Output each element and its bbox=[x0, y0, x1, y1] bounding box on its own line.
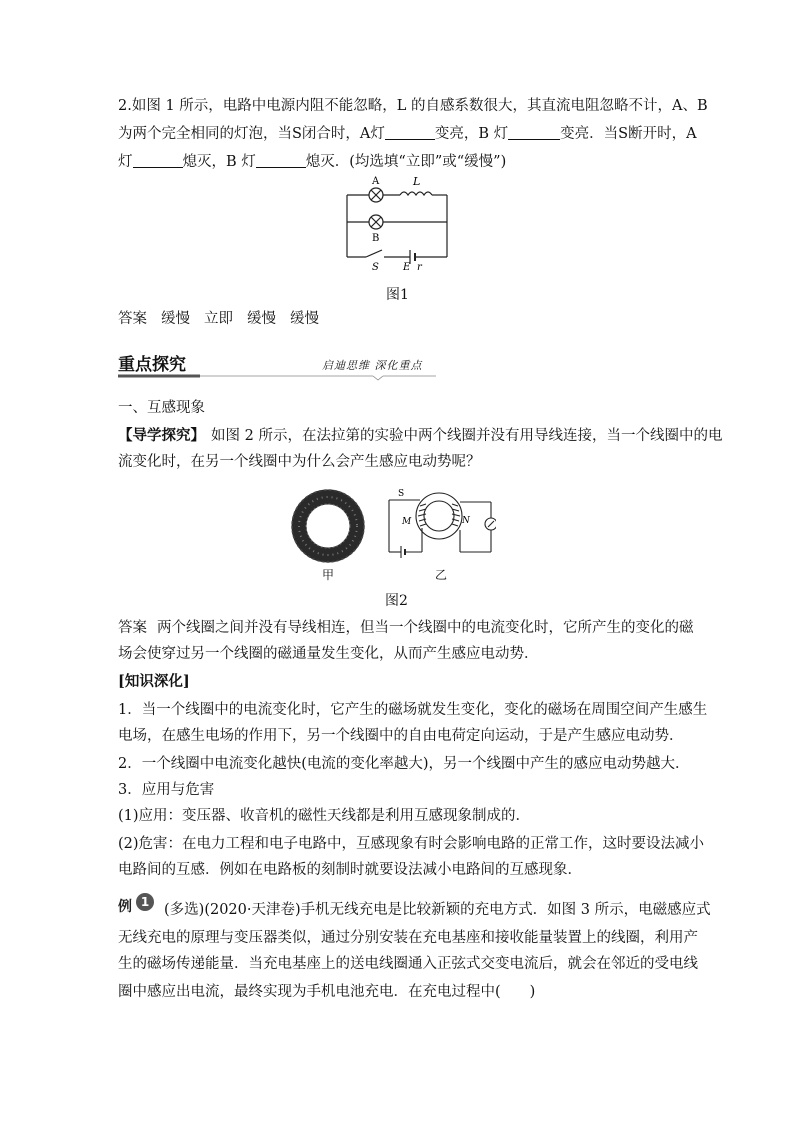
q2-line-3 bbox=[118, 152, 506, 172]
guide-label: 【导学探究】 bbox=[118, 427, 205, 444]
answer-value: 立即 bbox=[204, 311, 233, 327]
knowledge-p1-line-2: 电场，在感生电场的作用下，另一个线圈中的自由电荷定向运动，于是产生感应电动势． bbox=[118, 728, 684, 744]
label-s: S bbox=[372, 262, 379, 273]
guide-text: 如图 2 所示，在法拉第的实验中两个线圈并没有用导线连接，当一个线圈中的电 bbox=[211, 428, 723, 444]
lamp-a-icon bbox=[369, 188, 383, 202]
galvanometer-icon bbox=[485, 518, 496, 530]
answer-label: 答案 bbox=[118, 311, 147, 327]
example-number: 1 bbox=[136, 893, 154, 911]
knowledge-label: [知识深化] bbox=[118, 673, 190, 690]
label-l: L bbox=[413, 175, 421, 188]
answer-1 bbox=[118, 309, 319, 329]
q2-text: 为两个完全相同的灯泡，当S闭合时，A灯 bbox=[118, 126, 385, 142]
answer-label: 答案 bbox=[118, 620, 147, 636]
section-subtitle: 启迪思维 深化重点 bbox=[322, 359, 423, 372]
knowledge-p5-line-1: (2)危害：在电力工程和电子电路中，互感现象有时会影响电路的正常工作，这时要设法减小 bbox=[118, 836, 705, 852]
answer-text: 两个线圈之间并没有导线相连，但当一个线圈中的电流变化时，它所产生的变化的磁 bbox=[157, 620, 694, 636]
figure-2-circuit bbox=[384, 486, 496, 558]
answer-blank[interactable] bbox=[256, 153, 306, 168]
guide-line-1 bbox=[118, 426, 722, 446]
answer-2-line-1 bbox=[118, 618, 694, 638]
guide-line-2: 流变化时，在另一个线圈中为什么会产生感应电动势呢？ bbox=[118, 454, 481, 470]
label-e: E bbox=[403, 262, 411, 273]
example-line-4: 圈中感应出电流，最终实现为手机电池充电．在充电过程中( ) bbox=[118, 984, 536, 1000]
q2-text: 熄灭．(均选填“立即”或“缓慢”) bbox=[305, 154, 507, 170]
knowledge-p4: (1)应用：变压器、收音机的磁性天线都是利用互感现象制成的． bbox=[118, 808, 531, 824]
figure-2-caption: 图2 bbox=[385, 593, 408, 609]
answer-blank[interactable] bbox=[508, 125, 560, 140]
answer-blank[interactable] bbox=[133, 153, 183, 168]
q2-text: 变亮．当S断开时，A bbox=[560, 126, 697, 142]
figure-2-label-jia: 甲 bbox=[322, 568, 335, 582]
q2-text: 熄灭，B 灯 bbox=[182, 154, 256, 170]
q2-line-2 bbox=[118, 124, 697, 144]
answer-value: 缓慢 bbox=[247, 311, 276, 327]
part-1-heading: 一、互感现象 bbox=[118, 400, 205, 416]
figure-2-coil-photo bbox=[290, 488, 366, 570]
example-badge: 例 bbox=[118, 899, 132, 915]
answer-value: 缓慢 bbox=[290, 311, 319, 327]
knowledge-p2: 2．一个线圈中电流变化越快(电流的变化率越大)，另一个线圈中产生的感应电动势越大． bbox=[118, 756, 690, 772]
label-s2: S bbox=[398, 489, 405, 499]
knowledge-p5-line-2: 电路间的互感．例如在电路板的刻制时就要设法减小电路间的互感现象． bbox=[118, 862, 582, 878]
section-title: 重点探究 bbox=[118, 355, 186, 375]
answer-blank[interactable] bbox=[385, 125, 435, 140]
answer-value: 缓慢 bbox=[161, 311, 190, 327]
example-line-3: 生的磁场传递能量．当充电基座上的送电线圈通入正弦式交变电流后，就会在邻近的受电线 bbox=[118, 956, 698, 972]
figure-1-caption: 图1 bbox=[386, 287, 409, 303]
figure-1-circuit bbox=[336, 172, 460, 276]
q2-line-1: 2.如图 1 所示，电路中电源内阻不能忽略，L 的自感系数很大，其直流电阻忽略不计，A、B bbox=[118, 98, 708, 114]
q2-text: 灯 bbox=[118, 154, 133, 170]
label-b: B bbox=[372, 233, 380, 244]
label-n: N bbox=[462, 516, 470, 526]
label-r: r bbox=[417, 262, 422, 273]
lamp-b-icon bbox=[369, 215, 383, 229]
label-a: A bbox=[372, 176, 380, 187]
example-line-1: (多选)(2020·天津卷)手机无线充电是比较新颖的充电方式．如图 3 所示，电磁感应式 bbox=[164, 902, 711, 918]
q2-text: 变亮，B 灯 bbox=[434, 126, 509, 142]
example-line-2: 无线充电的原理与变压器类似，通过分别安装在充电基座和接收能量装置上的线圈，利用产 bbox=[118, 930, 698, 946]
knowledge-p1-line-1: 1．当一个线圈中的电流变化时，它产生的磁场就发生变化，变化的磁场在周围空间产生感生 bbox=[118, 702, 708, 718]
knowledge-p3: 3．应用与危害 bbox=[118, 782, 215, 798]
label-m: M bbox=[402, 517, 412, 527]
answer-2-line-2: 场会使穿过另一个线圈的磁通量发生变化，从而产生感应电动势． bbox=[118, 646, 539, 662]
figure-2-label-yi: 乙 bbox=[435, 568, 448, 582]
